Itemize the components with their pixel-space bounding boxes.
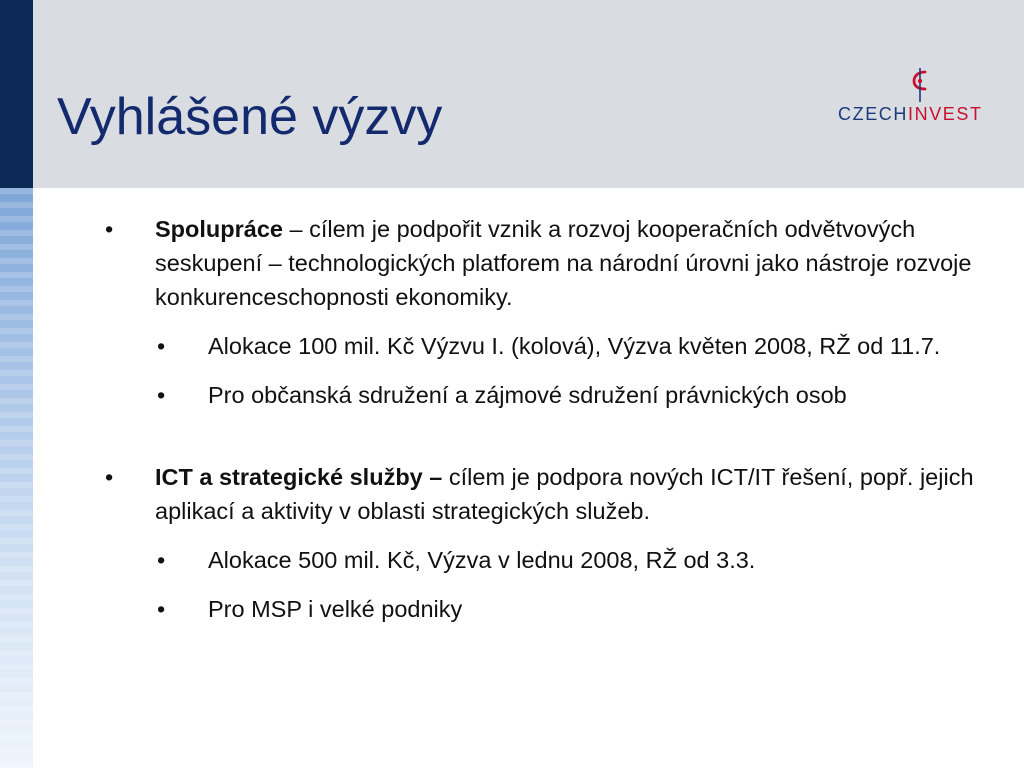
sub-item — [97, 592, 1012, 626]
czechinvest-logo-mark-icon — [908, 68, 934, 102]
section-gap — [97, 412, 1012, 460]
logo-wordmark — [838, 104, 983, 125]
bullet-item-ict — [97, 460, 1012, 528]
item-text: – cílem je podpořit vznik a rozvoj kooperačních odvětvových seskupení – technologických platforem na národní úrovni jako nástroje rozvoje konkurenceschopnosti ekonomiky. — [155, 216, 972, 310]
sub-item-text: Pro občanská sdružení a zájmové sdružení právnických osob — [208, 382, 847, 408]
bullet-icon: • — [105, 464, 114, 490]
bullet-item-spoluprace — [97, 212, 1012, 314]
sub-item-text: Pro MSP i velké podniky — [208, 596, 463, 622]
bullet-icon: • — [105, 216, 114, 242]
sub-item-text: Alokace 100 mil. Kč Výzvu I. (kolová), Výzva květen 2008, RŽ od 11.7. — [208, 333, 941, 359]
left-stripe-bottom — [0, 188, 33, 768]
bullet-icon: • — [157, 333, 166, 359]
bullet-icon: • — [157, 596, 166, 622]
logo-czech-text: CZECH — [838, 104, 908, 124]
slide-content — [97, 212, 1012, 626]
item-text: cílem je podpora nových ICT/IT řešení, popř. jejich aplikací a aktivity v oblasti strategických služeb. — [155, 464, 974, 524]
item-heading: Spolupráce — [155, 216, 283, 242]
bullet-icon: • — [157, 547, 166, 573]
sub-item — [97, 329, 1012, 363]
logo-invest-text: INVEST — [908, 104, 983, 124]
left-stripe-top — [0, 0, 33, 188]
sub-item — [97, 543, 1012, 577]
czechinvest-logo — [838, 68, 1000, 128]
item-heading: ICT a strategické služby – — [155, 464, 443, 490]
sub-item-text: Alokace 500 mil. Kč, Výzva v lednu 2008, RŽ od 3.3. — [208, 547, 756, 573]
bullet-icon: • — [157, 382, 166, 408]
slide-title: Vyhlášené výzvy — [57, 88, 443, 146]
sub-item — [97, 378, 1012, 412]
